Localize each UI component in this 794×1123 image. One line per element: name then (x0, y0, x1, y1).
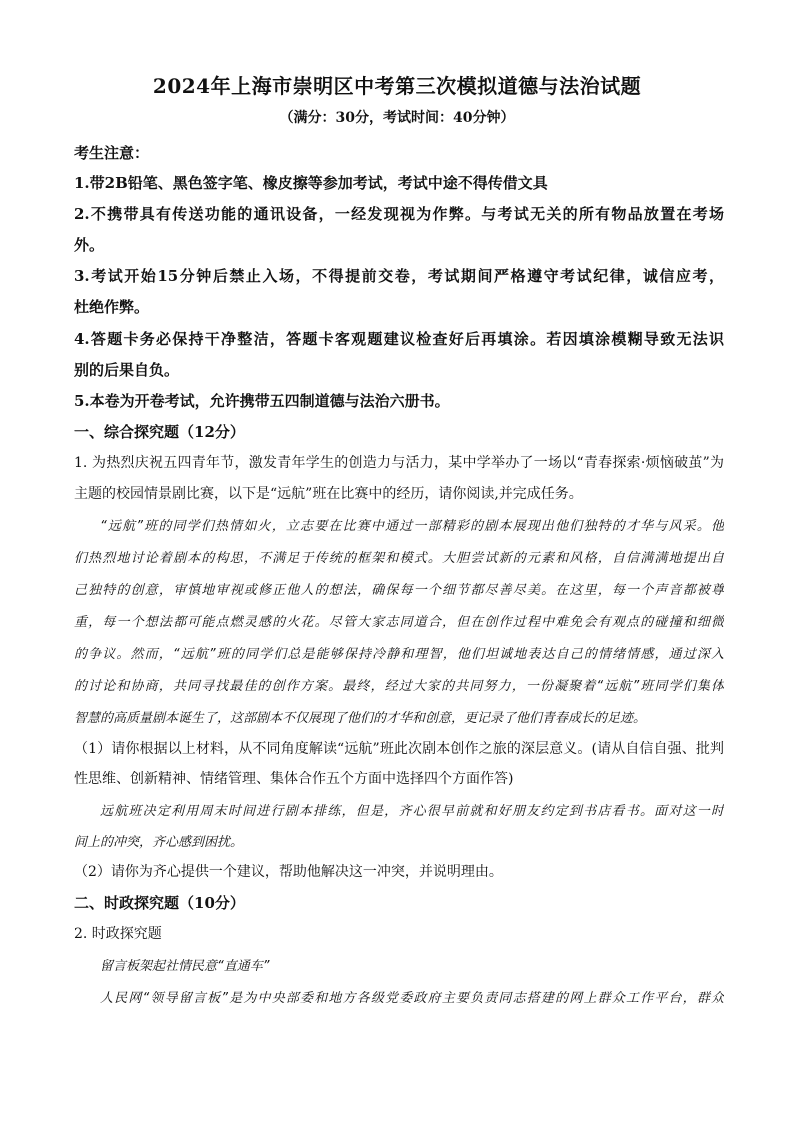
notice-line: 5.本卷为开卷考试，允许携带五四制道德与法治六册书。 (74, 392, 450, 410)
notice-line: 外。 (74, 236, 105, 254)
sub-question: 性思维、创新精神、情绪管理、集体合作五个方面中选择四个方面作答) (74, 771, 514, 787)
notice-heading: 考生注意： (74, 144, 150, 162)
notice-line: 杜绝作弊。 (74, 298, 150, 316)
material-paragraph-line: 智慧的高质量剧本诞生了，这部剧本不仅展现了他们的才华和创意，更记录了他们青春成长的足迹。 (74, 711, 647, 726)
material-paragraph-line: 的争议。然而，“远航”班的同学们总是能够保持冷静和理智，他们坦诚地表达自己的情绪情感，通过深入 (74, 647, 724, 662)
section-heading: 一、综合探究题（12分） (74, 423, 245, 441)
notice-line: 2.不携带具有传送功能的通讯设备，一经发现视为作弊。与考试无关的所有物品放置在考场 (74, 205, 724, 223)
material-paragraph-line: 远航班决定利用周末时间进行剧本排练，但是，齐心很早前就和好朋友约定到书店看书。面对这一时 (100, 804, 724, 819)
question-text: 2. 时政探究题 (74, 926, 162, 942)
notice-line: 3.考试开始15分钟后禁止入场，不得提前交卷，考试期间严格遵守考试纪律，诚信应考， (74, 267, 724, 285)
section-heading: 二、时政探究题（10分） (74, 894, 245, 912)
material-paragraph-line: 的讨论和协商，共同寻找最佳的创作方案。最终，经过大家的共同努力，一份凝聚着“远航”班同学们集体 (74, 679, 724, 694)
question-text: 1. 为热烈庆祝五四青年节，激发青年学生的创造力与活力，某中学举办了一场以“青春探索·烦恼破茧”为 (74, 455, 724, 471)
question-text: 主题的校园情景剧比赛，以下是“远航”班在比赛中的经历，请你阅读,并完成任务。 (74, 486, 583, 502)
material-paragraph-line: 重，每一个想法都可能点燃灵感的火花。尽管大家志同道合，但在创作过程中难免会有观点的碰撞和细微 (74, 615, 724, 630)
sub-question: （1）请你根据以上材料，从不同角度解读“远航”班此次剧本创作之旅的深层意义。(请从自信自强、批判 (74, 741, 724, 757)
exam-title: 2024年上海市崇明区中考第三次模拟道德与法治试题 (152, 74, 642, 98)
material-paragraph-line: 己独特的创意，审慎地审视或修正他人的想法，确保每一个细节都尽善尽美。在这里，每一个声音都被尊 (74, 583, 724, 598)
notice-line: 1.带2B铅笔、黑色签字笔、橡皮擦等参加考试，考试中途不得传借文具 (74, 174, 548, 192)
material-paragraph-line: “远航”班的同学们热情如火，立志要在比赛中通过一部精彩的剧本展现出他们独特的才华与风采。他 (100, 519, 724, 534)
sub-question: （2）请你为齐心提供一个建议，帮助他解决这一冲突，并说明理由。 (74, 864, 503, 880)
material-paragraph-line: 人民网“领导留言板”是为中央部委和地方各级党委政府主要负责同志搭建的网上群众工作平台，群众 (100, 991, 724, 1006)
exam-subtitle: （满分：30分，考试时间：40分钟） (279, 110, 515, 126)
notice-line: 4.答题卡务必保持干净整洁，答题卡客观题建议检查好后再填涂。若因填涂模糊导致无法识 (74, 330, 724, 348)
material-title: 留言板架起社情民意“直通车” (100, 959, 270, 974)
notice-line: 别的后果自负。 (74, 361, 180, 379)
material-paragraph-line: 间上的冲突，齐心感到困扰。 (74, 835, 244, 850)
material-paragraph-line: 们热烈地讨论着剧本的构思，不满足于传统的框架和模式。大胆尝试新的元素和风格，自信满满地提出自 (74, 551, 724, 566)
